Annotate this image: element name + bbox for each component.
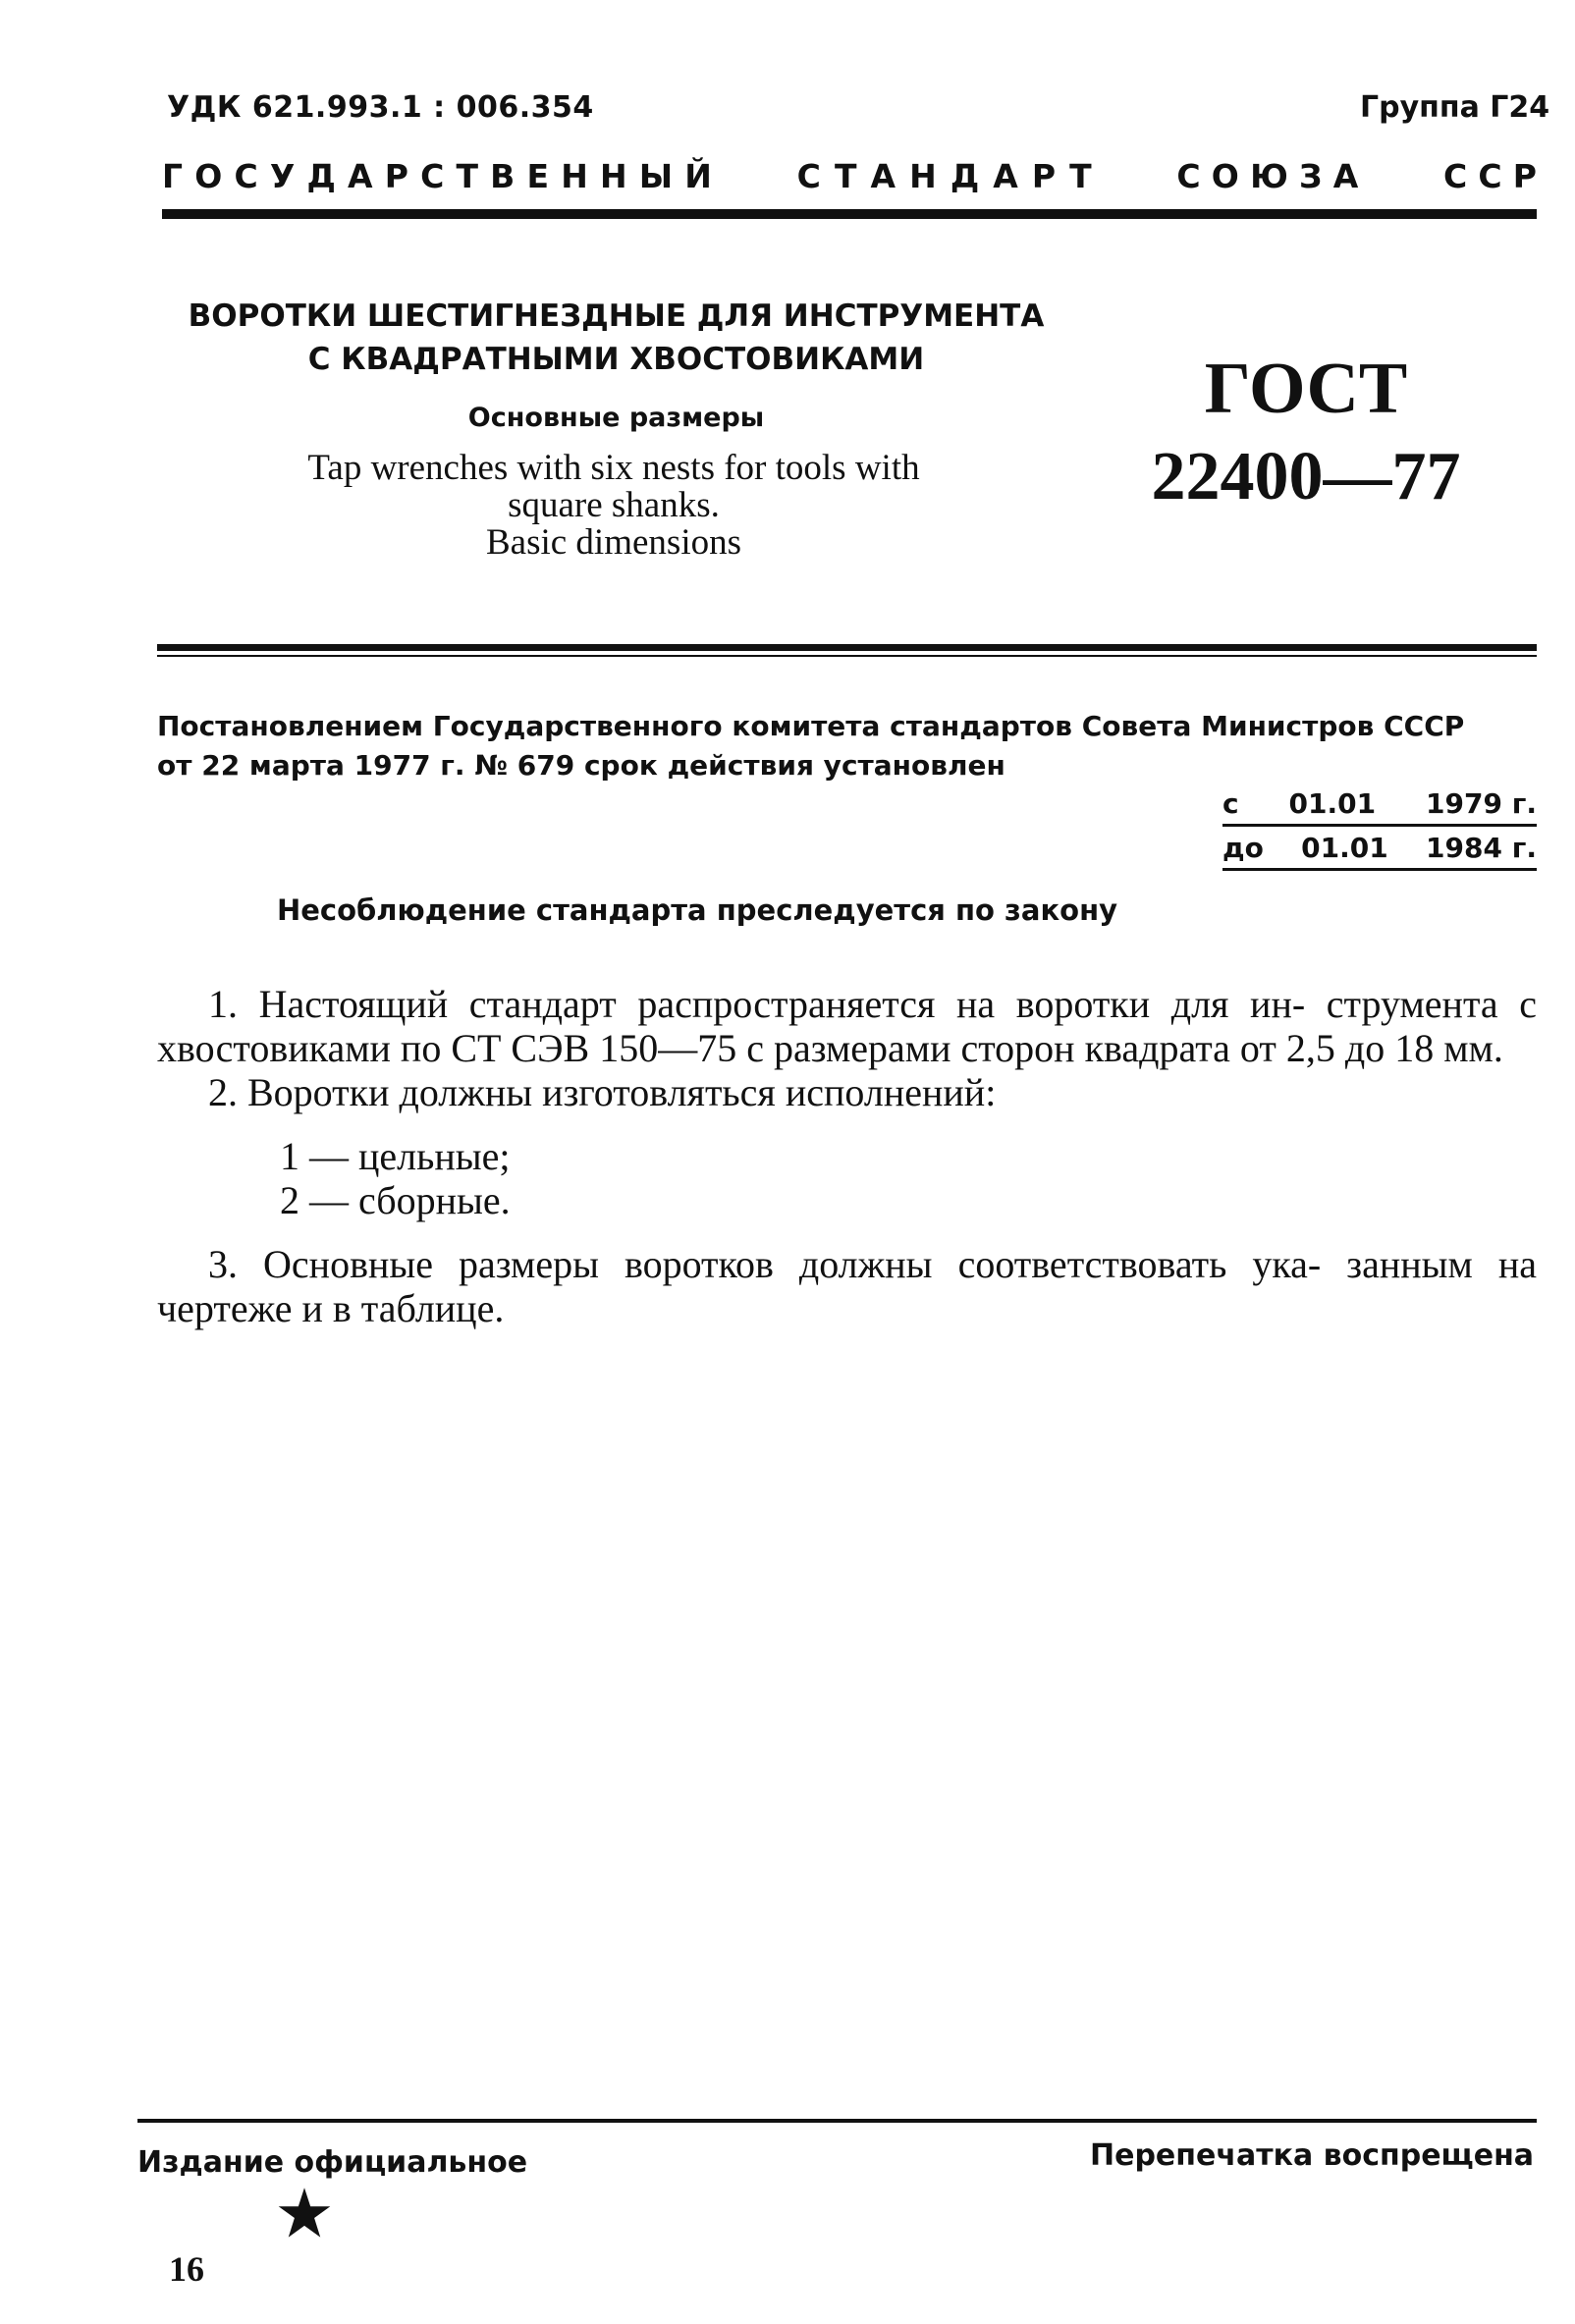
decree-line1: Постановлением Государственного комитета стандартов Совета Министров СССР bbox=[157, 710, 1465, 742]
valid-from-year: 1979 г. bbox=[1426, 786, 1537, 820]
variant-item-1: 1 — цельные; bbox=[280, 1134, 511, 1178]
gost-number: 22400—77 bbox=[1151, 439, 1461, 514]
heading-letter: Т bbox=[1069, 157, 1092, 195]
heading-letter: С bbox=[1176, 157, 1201, 195]
heading-letter: Т bbox=[834, 157, 857, 195]
footer-rule bbox=[137, 2119, 1537, 2123]
gost-label: ГОСТ bbox=[1204, 349, 1408, 429]
validity-period bbox=[1222, 784, 1537, 872]
heading-letter: Н bbox=[909, 157, 937, 195]
top-thick-rule bbox=[162, 209, 1537, 219]
heading-letter: А bbox=[1332, 157, 1359, 195]
heading-word-ssr bbox=[1443, 157, 1537, 195]
udk-code: УДК 621.993.1 : 006.354 bbox=[167, 90, 594, 125]
subtitle-russian: Основные размеры bbox=[467, 403, 765, 433]
validity-underline bbox=[1222, 868, 1537, 871]
spacer bbox=[157, 1114, 1537, 1134]
paragraph-2: 2. Воротки должны изготовляться исполнений: bbox=[208, 1070, 997, 1114]
title-en-line2: square shanks. bbox=[508, 485, 720, 525]
p3-line1: 3. Основные размеры воротков должны соответствовать ука- bbox=[208, 1242, 1322, 1286]
heading-letter: С bbox=[234, 157, 258, 195]
validity-divider bbox=[1222, 824, 1537, 827]
heading-letter: Т bbox=[456, 157, 478, 195]
title-ru-line1: ВОРОТКИ ШЕСТИГНЕЗДНЫЕ ДЛЯ ИНСТРУМЕНТА bbox=[188, 298, 1045, 334]
valid-to-row bbox=[1222, 828, 1537, 867]
heading-letter: Ю bbox=[1250, 157, 1288, 195]
title-ru-line2: С КВАДРАТНЫМИ ХВОСТОВИКАМИ bbox=[307, 342, 925, 377]
paragraph-3 bbox=[157, 1242, 1537, 1330]
heading-letter: Н bbox=[600, 157, 627, 195]
heading-letter: У bbox=[269, 157, 296, 195]
heading-letter: Е bbox=[526, 157, 550, 195]
heading-letter: Р bbox=[1031, 157, 1057, 195]
heading-word-state bbox=[162, 157, 712, 195]
valid-to-date: 01.01 bbox=[1301, 831, 1388, 864]
page-number: 16 bbox=[169, 2249, 204, 2289]
heading-letter: А bbox=[993, 157, 1018, 195]
middle-thick-rule bbox=[157, 644, 1537, 651]
paragraph-1 bbox=[157, 982, 1537, 1070]
standard-body bbox=[157, 982, 1537, 1330]
middle-thin-rule bbox=[157, 655, 1537, 657]
reprint-prohibited-label: Перепечатка воспрещена bbox=[1090, 2138, 1535, 2173]
title-russian bbox=[157, 295, 1075, 381]
heading-letter: С bbox=[1442, 157, 1468, 195]
heading-letter: С bbox=[796, 157, 821, 195]
p1-line2: струмента с хвостовиками по СТ СЭВ 150—75 с размерами сторон bbox=[157, 982, 1538, 1070]
variant-item-2: 2 — сборные. bbox=[280, 1178, 511, 1222]
heading-letter: Р bbox=[1512, 157, 1537, 195]
valid-from-row bbox=[1222, 784, 1537, 823]
heading-letter: З bbox=[1299, 157, 1323, 195]
heading-letter: С bbox=[420, 157, 445, 195]
heading-letter: Н bbox=[561, 157, 588, 195]
heading-letter: Д bbox=[950, 157, 980, 195]
heading-letter: А bbox=[348, 157, 373, 195]
heading-letter: О bbox=[194, 157, 223, 195]
heading-letter: Ы bbox=[638, 157, 674, 195]
valid-from-prefix: с bbox=[1222, 786, 1239, 820]
title-en-line1: Tap wrenches with six nests for tools with bbox=[307, 448, 920, 488]
official-edition-label: Издание официальное bbox=[137, 2145, 528, 2180]
decree-text bbox=[157, 707, 1537, 785]
heading-letter: А bbox=[870, 157, 896, 195]
heading-letter: С bbox=[1478, 157, 1502, 195]
p3-line2: занным на чертеже и в таблице. bbox=[157, 1242, 1538, 1330]
star-icon bbox=[277, 2186, 332, 2241]
heading-letter: Р bbox=[384, 157, 408, 195]
p1-line3: квадрата от 2,5 до 18 мм. bbox=[1084, 1026, 1503, 1070]
valid-to-year: 1984 г. bbox=[1426, 831, 1537, 864]
heading-letter: В bbox=[490, 157, 516, 195]
decree-line2: от 22 марта 1977 г. № 679 срок действия установлен bbox=[157, 749, 1005, 782]
p1-line1: 1. Настоящий стандарт распространяется на воротки для ин- bbox=[208, 982, 1306, 1026]
valid-from-date: 01.01 bbox=[1288, 786, 1377, 820]
state-standard-heading bbox=[162, 157, 1537, 195]
title-english bbox=[177, 450, 1051, 562]
title-en-line3: Basic dimensions bbox=[485, 522, 741, 563]
heading-letter: Й bbox=[684, 157, 712, 195]
heading-letter: Г bbox=[162, 157, 184, 195]
valid-to-prefix: до bbox=[1222, 831, 1264, 864]
spacer bbox=[157, 1222, 1537, 1242]
heading-word-union bbox=[1176, 157, 1358, 195]
heading-letter: О bbox=[1211, 157, 1239, 195]
group-code: Группа Г24 bbox=[1360, 90, 1550, 125]
heading-letter: Д bbox=[306, 157, 336, 195]
legal-warning: Несоблюдение стандарта преследуется по закону bbox=[276, 893, 1118, 927]
heading-word-standard bbox=[797, 157, 1092, 195]
